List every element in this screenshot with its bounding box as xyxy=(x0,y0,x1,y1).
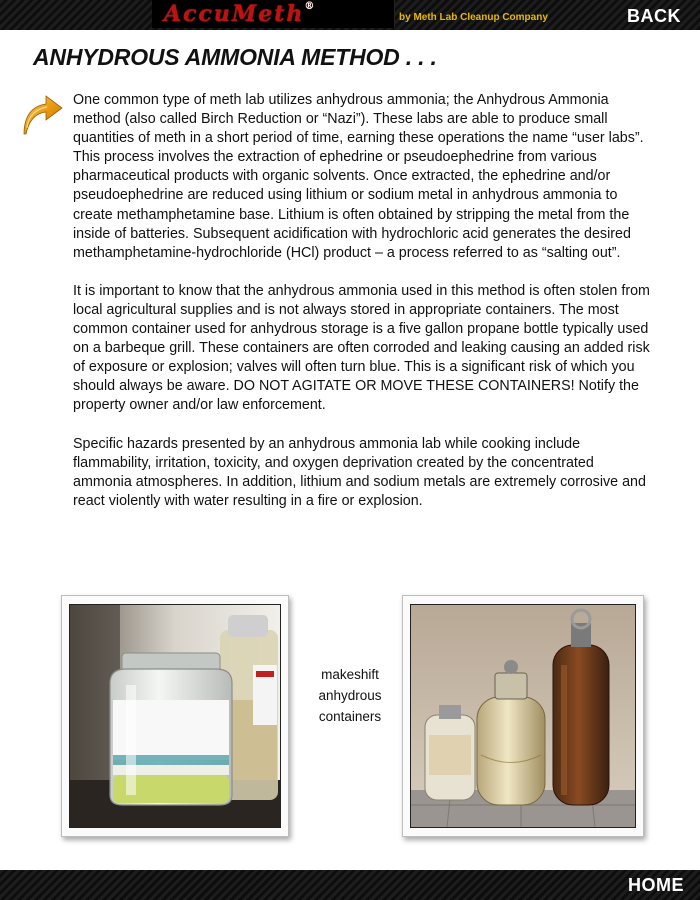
photo-caption xyxy=(300,664,400,727)
paragraph-storage: It is important to know that the anhydrous ammonia used in this method is often stolen from local agricultural supplies and is not always stored in appropriate containers. The most common container used for anhydrous storage is a five gallon propane bottle typically used on a barbeque grill. These containers are often corroded and leaking causing an added risk of exposure or explosion; valves will often turn blue. This is a significant risk of which you should always be aware. DO NOT AGITATE OR MOVE THESE CONTAINERS! Notify the property owner and/or law enforcement. xyxy=(73,282,650,414)
bottom-bar xyxy=(0,870,700,900)
home-button[interactable]: HOME xyxy=(628,875,684,895)
page-title: ANHYDROUS AMMONIA METHOD . . . xyxy=(33,44,437,70)
caption-line-2: anhydrous xyxy=(318,688,382,703)
photo-propane-tanks-image xyxy=(410,604,636,828)
propane-tanks-illustration xyxy=(411,605,635,827)
top-bar xyxy=(0,0,700,30)
photo-mason-jar xyxy=(61,595,289,837)
caption-line-3: containers xyxy=(318,709,382,724)
photo-mason-jar-image xyxy=(69,604,281,828)
back-button[interactable]: BACK xyxy=(627,6,681,26)
article-body xyxy=(73,91,653,530)
paragraph-hazards: Specific hazards presented by an anhydrous ammonia lab while cooking include flammability, irritation, toxicity, and oxygen deprivation created by the concentrated ammonia atmospheres. In addition, lithium and sodium metals are extremely corrosive and react violently with water resulting in a fire or explosion. xyxy=(73,435,646,509)
paragraph-intro: One common type of meth lab utilizes anhydrous ammonia; the Anhydrous Ammonia method (also called Birch Reduction or “Nazi”). These labs are able to produce small quantities of meth in a short period of time, earning these operations the name “user labs”. This process involves the extraction of ephedrine or pseudoephedrine from various pharmaceutical products with organic solvents. Once extracted, the ephedrine and/or pseudoephedrine are reduced using lithium or sodium metal in anhydrous ammonia to create methamphetamine base. Lithium is often obtained by stripping the metal from the inside of batteries. Subsequent acidification with hydrochloric acid generates the desired methamphetamine-hydrochloride (HCl) product – a process referred to as “salting out”. xyxy=(73,92,644,261)
tagline: by Meth Lab Cleanup Company xyxy=(399,12,548,23)
mason-jar-illustration xyxy=(70,605,280,827)
logo[interactable] xyxy=(152,0,395,28)
curved-arrow-icon xyxy=(18,92,64,138)
logo-text: AccuMeth® xyxy=(164,1,315,27)
photo-propane-tanks xyxy=(402,595,644,837)
caption-line-1: makeshift xyxy=(321,667,379,682)
registered-mark: ® xyxy=(304,1,315,12)
